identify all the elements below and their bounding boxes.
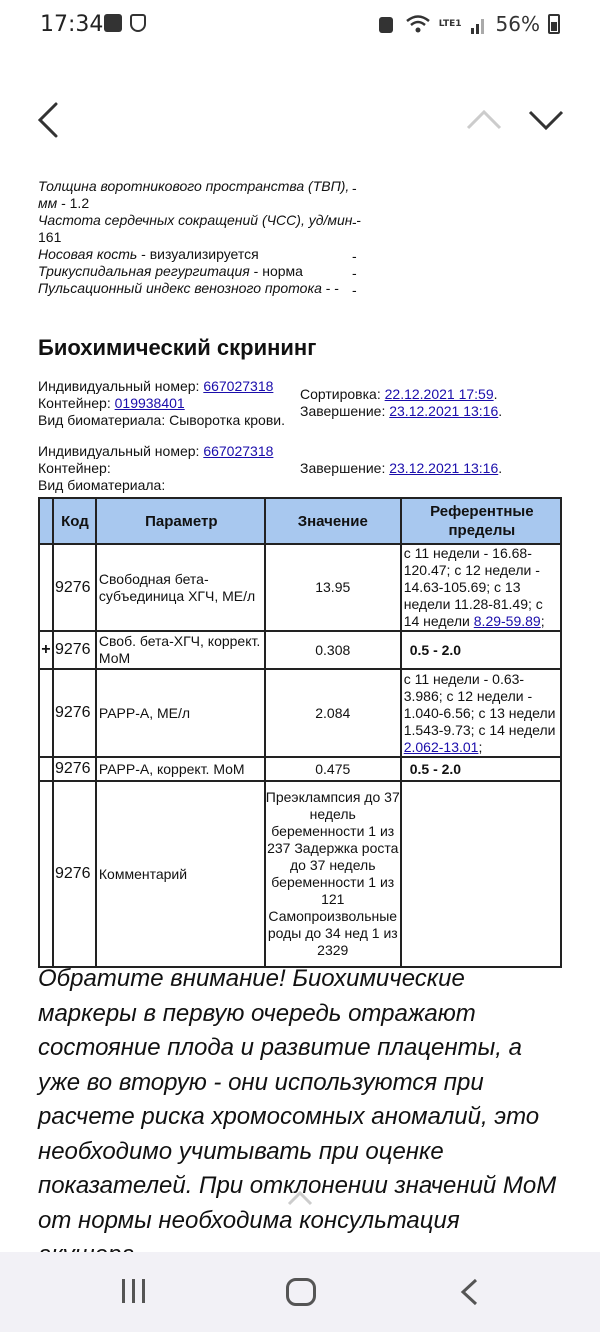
sample-info-2: Индивидуальный номер: 667027318 Контейнер: Вид биоматериала:	[38, 443, 274, 493]
shield-icon	[130, 14, 146, 32]
chevron-up-icon[interactable]	[464, 104, 504, 134]
alarm-icon	[375, 13, 397, 35]
ref-link[interactable]: 8.29-59.89	[473, 613, 541, 629]
ultrasound-results	[38, 178, 368, 297]
table-row: 9276 PAPP-A, МЕ/л 2.084 с 11 недели - 0.63-3.986; с 12 недели - 1.040-6.56; с 13 недели 1.543-9.73; с 14 недели 2.062-13.01;	[39, 669, 561, 757]
notification-icon	[104, 14, 122, 32]
header-ref: Референтные пределы	[401, 498, 561, 544]
ultrasound-dash-column: - - - - -	[352, 180, 357, 298]
table-row: + 9276 Своб. бета-ХГЧ, коррект. МоМ 0.308 0.5 - 2.0	[39, 631, 561, 669]
table-row: 9276 Комментарий Преэклампсия до 37 недель беременности 1 из 237 Задержка роста до 37 недель беременности 1 из 121 Самопроизвольные роды до 34 нед 1 из 2329	[39, 781, 561, 967]
table-row: 9276 Свободная бета-субъединица ХГЧ, МЕ/л 13.95 с 11 недели - 16.68-120.47; с 12 недели - 14.63-105.69; с 13 недели 11.28-81.49; с 14 недели 8.29-59.89;	[39, 544, 561, 631]
table-row: 9276 PAPP-A, коррект. МоМ 0.475 0.5 - 2.0	[39, 757, 561, 781]
battery-percent: 56%	[495, 12, 540, 36]
header-code: Код	[53, 498, 96, 544]
sort-date-link[interactable]: 22.12.2021 17:59	[384, 386, 494, 402]
ultrasound-item: Частота сердечных сокращений (ЧСС), уд/мин - 161	[38, 212, 362, 245]
header-value: Значение	[265, 498, 401, 544]
wifi-icon	[405, 14, 431, 34]
results-table	[38, 497, 562, 968]
system-back-icon[interactable]	[458, 1278, 480, 1306]
lte-indicator: LTE1	[438, 18, 462, 29]
chevron-down-icon[interactable]	[526, 104, 566, 134]
flag-plus: +	[39, 631, 53, 669]
container-link[interactable]: 019938401	[114, 395, 185, 411]
back-arrow-icon[interactable]	[28, 100, 68, 140]
document-view[interactable]	[0, 170, 600, 1252]
sample-info-1: Индивидуальный номер: 667027318 Контейнер: 019938401 Вид биоматериала: Сыворотка крови.	[38, 378, 285, 428]
ultrasound-item: Пульсационный индекс венозного протока - -	[38, 280, 339, 296]
sample-dates-2: Завершение: 23.12.2021 13:16.	[300, 460, 503, 476]
signal-icon	[470, 14, 488, 34]
section-title: Биохимический скрининг	[38, 335, 317, 360]
done-date-link[interactable]: 23.12.2021 13:16	[389, 460, 499, 476]
done-date-link[interactable]: 23.12.2021 13:16	[389, 403, 499, 419]
ultrasound-item: Трикуспидальная регургитация - норма	[38, 263, 303, 279]
recent-apps-icon[interactable]	[120, 1278, 148, 1304]
status-time: 17:34	[40, 12, 104, 37]
viewer-toolbar	[0, 52, 600, 170]
notice-text: Обратите внимание! Биохимические маркеры в первую очередь отражают состояние плода и развитие плаценты, а уже во вторую - они используются при расчете риска хромосомных аномалий, это необходимо учитывать при оценке показателей. При отклонении значений МоМ от нормы необходима консультация	[38, 965, 557, 1234]
sample-dates-1: Сортировка: 22.12.2021 17:59. Завершение: 23.12.2021 13:16.	[300, 386, 503, 419]
status-bar	[0, 0, 600, 52]
ultrasound-item: Носовая кость - визуализируется	[38, 246, 259, 262]
ultrasound-item: Толщина воротникового пространства (ТВП), мм - 1.2	[38, 178, 350, 211]
id-link[interactable]: 667027318	[203, 378, 274, 394]
system-nav-bar	[0, 1252, 600, 1332]
ref-link[interactable]: 2.062-13.01	[403, 738, 479, 755]
scroll-top-icon[interactable]	[285, 1188, 315, 1208]
table-header	[39, 498, 561, 544]
battery-icon	[548, 14, 560, 34]
header-param: Параметр	[96, 498, 265, 544]
id-link[interactable]: 667027318	[203, 443, 274, 459]
home-icon[interactable]	[286, 1278, 316, 1306]
